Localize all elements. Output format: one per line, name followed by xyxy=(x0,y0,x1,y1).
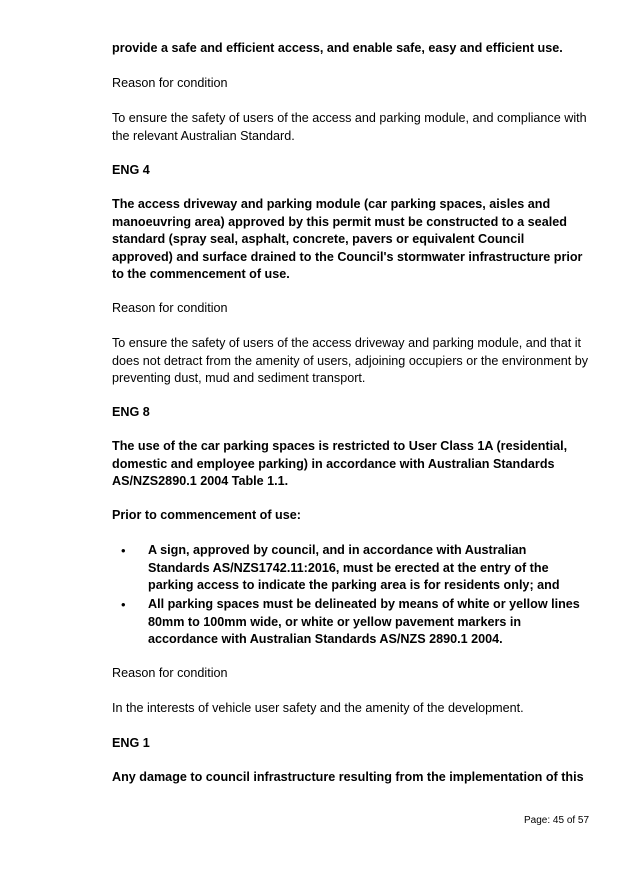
condition-text-line: to the commencement of use. xyxy=(112,267,290,281)
condition-heading-eng4: ENG 4 xyxy=(112,163,150,177)
reason-text-line: To ensure the safety of users of the access and parking module, and compliance with xyxy=(112,111,587,125)
bullet-text-line: A sign, approved by council, and in accordance with Australian xyxy=(148,543,527,557)
condition-text-line: The use of the car parking spaces is restricted to User Class 1A (residential, xyxy=(112,439,568,453)
condition-text-line: domestic and employee parking) in accordance with Australian Standards xyxy=(112,456,555,471)
condition-text-line: standard (spray seal, asphalt, concrete, pavers or equivalent Council xyxy=(112,232,525,246)
reason-text-line: To ensure the safety of users of the access driveway and parking module, and that it xyxy=(112,336,582,350)
bullet-marker: • xyxy=(121,543,126,558)
reason-text-line: In the interests of vehicle user safety and the amenity of the development. xyxy=(112,701,524,715)
bullet-marker: • xyxy=(121,597,126,612)
condition-text-line: AS/NZS2890.1 2004 Table 1.1. xyxy=(112,474,289,488)
reason-label: Reason for condition xyxy=(112,76,228,90)
reason-text-line: preventing dust, mud and sediment transport. xyxy=(112,371,366,385)
bullet-text-line: All parking spaces must be delineated by means of white or yellow lines xyxy=(148,597,580,611)
condition-text-line: The access driveway and parking module (car parking spaces, aisles and xyxy=(112,197,551,211)
condition-heading-eng8: ENG 8 xyxy=(112,405,150,419)
reason-label: Reason for condition xyxy=(112,301,228,315)
intro-line: provide a safe and efficient access, and enable safe, easy and efficient use. xyxy=(112,41,563,55)
bullet-text-line: accordance with Australian Standards AS/NZS 2890.1 2004. xyxy=(148,632,503,646)
reason-text-line: does not detract from the amenity of users, adjoining occupiers or the environment by xyxy=(112,353,589,368)
condition-heading-eng1: ENG 1 xyxy=(112,736,150,750)
bullet-text-line: Standards AS/NZS1742.11:2016, must be erected at the entry of the xyxy=(148,560,549,575)
reason-label: Reason for condition xyxy=(112,666,228,680)
bullet-text-line: 80mm to 100mm wide, or white or yellow pavement markers in xyxy=(148,614,522,629)
page-number: Page: 45 of 57 xyxy=(524,815,590,826)
condition-text-line: Any damage to council infrastructure resulting from the implementation of this xyxy=(112,770,584,784)
reason-text-line: the relevant Australian Standard. xyxy=(112,128,295,143)
condition-text-line: manoeuvring area) approved by this permit must be constructed to a sealed xyxy=(112,214,567,229)
prior-heading: Prior to commencement of use: xyxy=(112,508,301,522)
condition-text-line: approved) and surface drained to the Council's stormwater infrastructure prior xyxy=(112,249,583,264)
bullet-text-line: parking access to indicate the parking area is for residents only; and xyxy=(148,578,560,592)
